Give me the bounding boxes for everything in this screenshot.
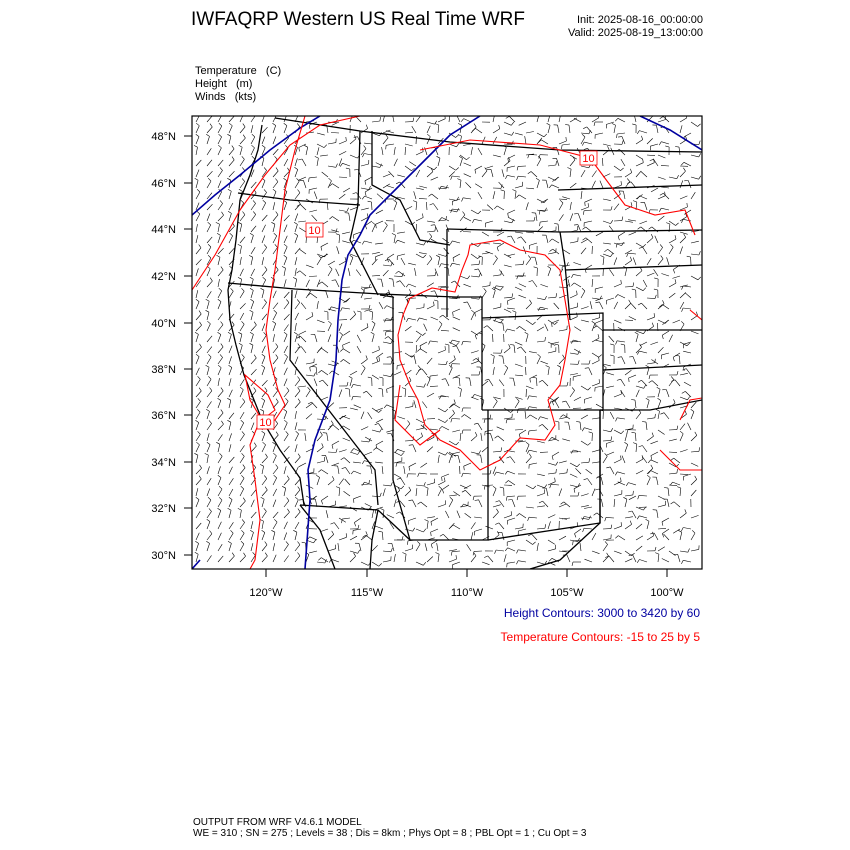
valid-time: Valid: 2025-08-19_13:00:00 (568, 27, 703, 39)
temperature-contours-legend: Temperature Contours: -15 to 25 by 5 (500, 630, 700, 644)
lat-label-48n: 48°N (151, 131, 176, 143)
contour-label-dakota: 10 (582, 153, 595, 165)
lat-label-40n: 40°N (151, 318, 176, 330)
variable-temperature: Temperature (C) (195, 65, 282, 77)
lat-label-30n: 30°N (151, 550, 176, 562)
model-footer-line1: OUTPUT FROM WRF V4.6.1 MODEL (193, 817, 362, 828)
variable-height: Height (m) (195, 78, 253, 90)
lat-label-38n: 38°N (151, 364, 176, 376)
lon-label-110w: 110°W (450, 587, 484, 599)
lat-label-44n: 44°N (151, 224, 176, 236)
height-contours-legend: Height Contours: 3000 to 3420 by 60 (503, 606, 700, 620)
model-footer-line2: WE = 310 ; SN = 275 ; Levels = 38 ; Dis = 8km ; Phys Opt = 8 ; PBL Opt = 1 ; Cu Opt = 3 (193, 828, 587, 839)
lat-label-36n: 36°N (151, 410, 176, 422)
init-time: Init: 2025-08-16_00:00:00 (577, 14, 703, 26)
variable-winds: Winds (kts) (195, 91, 257, 103)
state-borders (228, 118, 702, 569)
map-frame (192, 116, 702, 569)
lat-label-46n: 46°N (151, 178, 176, 190)
lon-label-100w: 100°W (650, 587, 684, 599)
temperature-contours (192, 116, 702, 569)
contour-label-california: 10 (259, 417, 272, 429)
lon-label-115w: 115°W (350, 587, 384, 599)
lat-label-32n: 32°N (151, 503, 176, 515)
plot-title: IWFAQRP Western US Real Time WRF (191, 9, 525, 30)
wind-barbs (194, 112, 701, 569)
lon-label-105w: 105°W (550, 587, 584, 599)
lat-label-42n: 42°N (151, 271, 176, 283)
height-contours (192, 116, 702, 569)
contour-label-oregon: 10 (308, 225, 321, 237)
lat-label-34n: 34°N (151, 457, 176, 469)
lon-label-120w: 120°W (249, 587, 283, 599)
